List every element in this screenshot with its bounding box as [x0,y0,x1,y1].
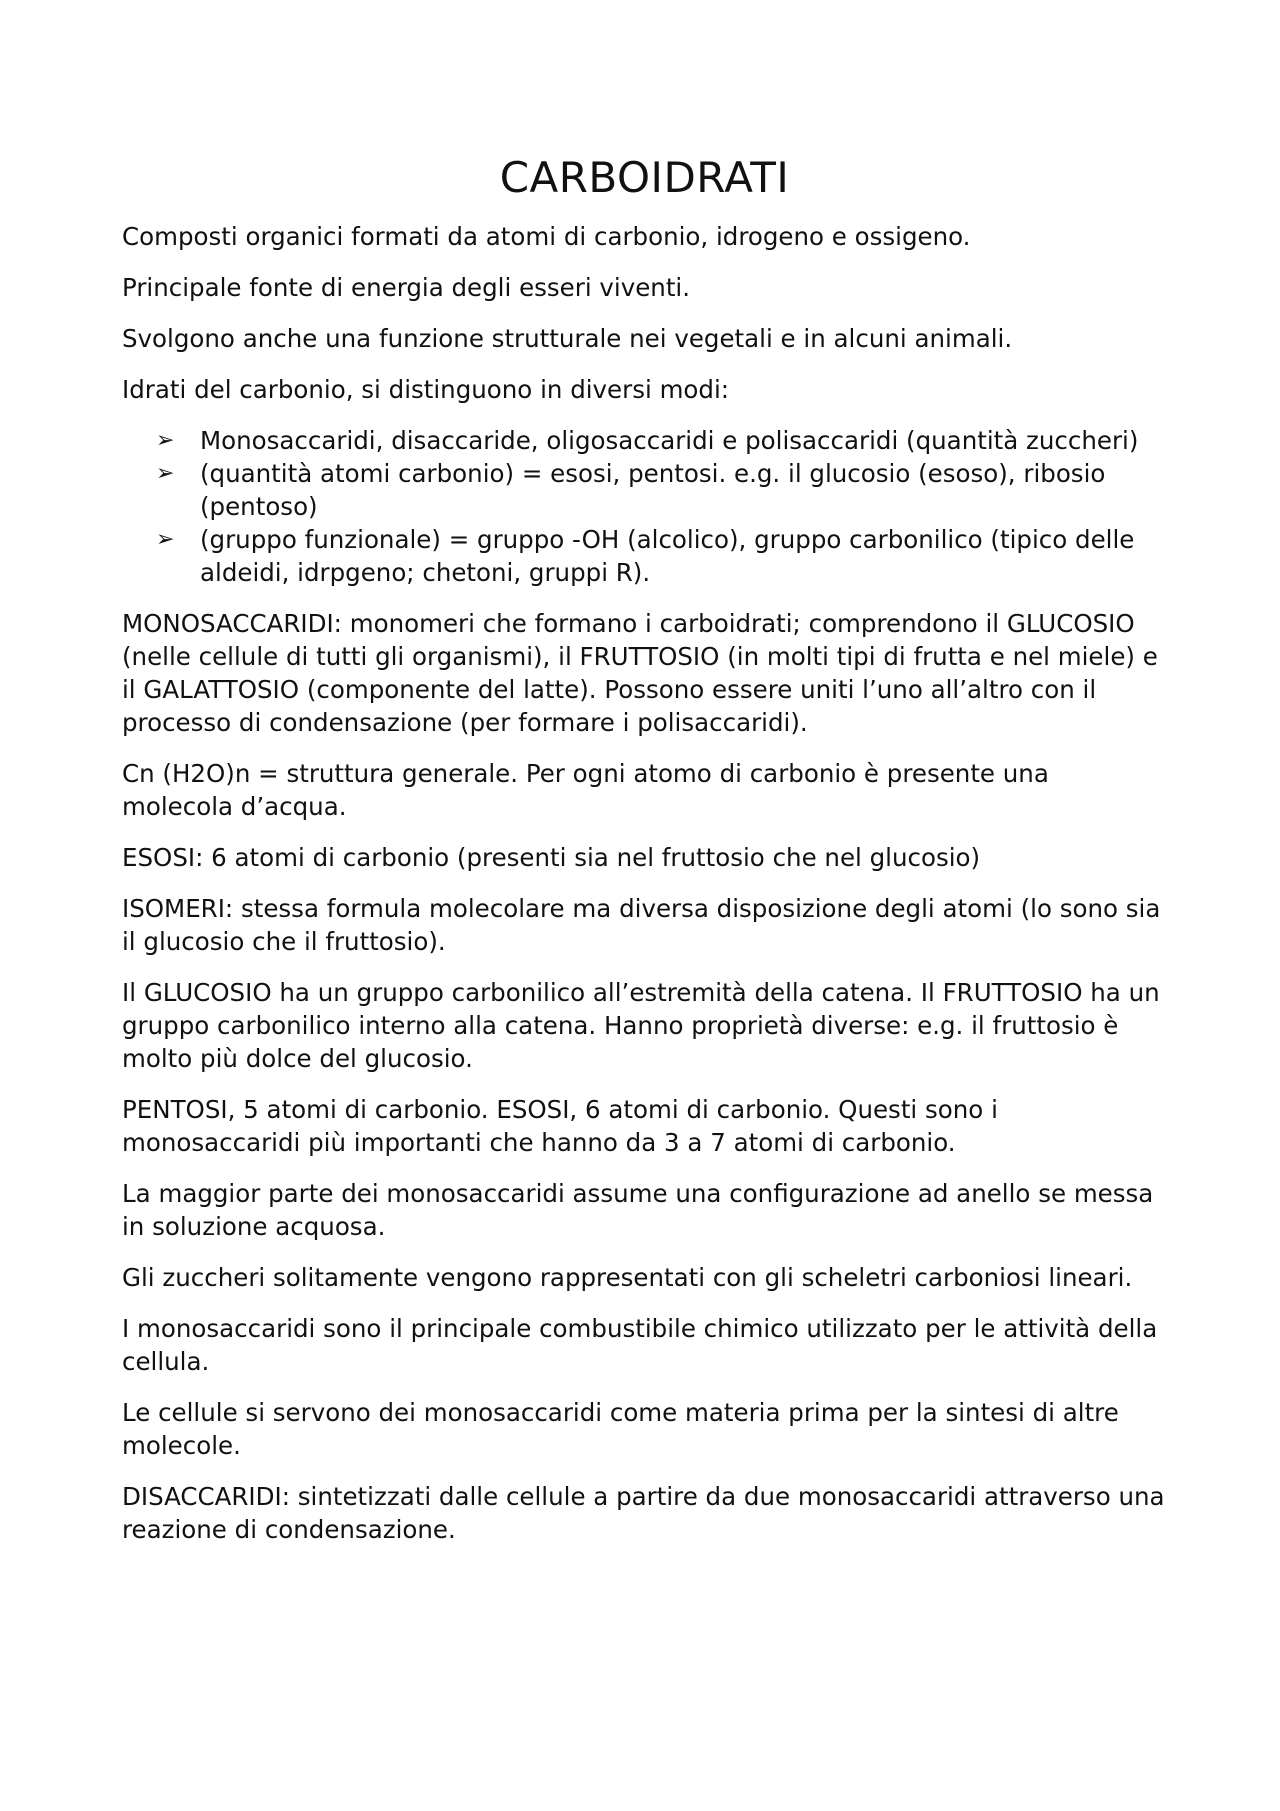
paragraph-glucosio-fruttosio: Il GLUCOSIO ha un gruppo carbonilico all’estremità della catena. Il FRUTTOSIO ha un gruppo carbonilico interno alla catena. Hanno proprietà diverse: e.g. il fruttosio è molto più dolce del glucosio. [122,978,1160,1073]
paragraph-scheletri: Gli zuccheri solitamente vengono rappresentati con gli scheletri carboniosi lineari. [122,1263,1133,1292]
paragraph-esosi: ESOSI: 6 atomi di carbonio (presenti sia nel fruttosio che nel glucosio) [122,843,981,872]
paragraph-intro-3: Svolgono anche una funzione strutturale nei vegetali e in alcuni animali. [122,324,1013,353]
paragraph-anello: La maggior parte dei monosaccaridi assume una configurazione ad anello se messa in soluzione acquosa. [122,1179,1154,1241]
document-content [122,148,1167,1564]
paragraph-combustibile: I monosaccaridi sono il principale combustibile chimico utilizzato per le attività della cellula. [122,1314,1158,1376]
list-item [156,424,1167,457]
list-item [156,523,1167,589]
arrowhead-bullet-icon: ➢ [156,527,175,552]
list-item-text: (quantità atomi carbonio) = esosi, pentosi. e.g. il glucosio (esoso), ribosio (pentoso) [200,459,1106,521]
list-item-text: Monosaccaridi, disaccaride, oligosaccaridi e polisaccaridi (quantità zuccheri) [200,426,1139,455]
paragraph-intro-4: Idrati del carbonio, si distinguono in diversi modi: [122,375,730,404]
paragraph-pentosi: PENTOSI, 5 atomi di carbonio. ESOSI, 6 atomi di carbonio. Questi sono i monosaccaridi più importanti che hanno da 3 a 7 atomi di carbonio. [122,1095,998,1157]
paragraph-materia-prima: Le cellule si servono dei monosaccaridi come materia prima per la sintesi di altre molecole. [122,1398,1119,1460]
page-title: CARBOIDRATI [499,153,790,202]
paragraph-intro-1: Composti organici formati da atomi di carbonio, idrogeno e ossigeno. [122,222,971,251]
paragraph-isomeri: ISOMERI: stessa formula molecolare ma diversa disposizione degli atomi (lo sono sia il glucosio che il fruttosio). [122,894,1161,956]
arrowhead-bullet-icon: ➢ [156,461,175,486]
paragraph-intro-2: Principale fonte di energia degli esseri viventi. [122,273,691,302]
arrowhead-bullet-icon: ➢ [156,428,175,453]
classification-list [122,424,1167,589]
paragraph-formula: Cn (H2O)n = struttura generale. Per ogni atomo di carbonio è presente una molecola d’acqua. [122,759,1049,821]
list-item [156,457,1167,523]
paragraph-monosaccaridi: MONOSACCARIDI: monomeri che formano i carboidrati; comprendono il GLUCOSIO (nelle cellule di tutti gli organismi), il FRUTTOSIO (in molti tipi di frutta e nel miele) e il GALATTOSIO (componente del latte). Possono essere uniti l’uno all’altro con il processo di condensazione (per formare i polisaccaridi). [122,609,1158,737]
paragraph-disaccaridi: DISACCARIDI: sintetizzati dalle cellule a partire da due monosaccaridi attraverso una reazione di condensazione. [122,1482,1165,1544]
list-item-text: (gruppo funzionale) = gruppo -OH (alcolico), gruppo carbonilico (tipico delle aldeidi, idrpgeno; chetoni, gruppi R). [200,525,1135,587]
